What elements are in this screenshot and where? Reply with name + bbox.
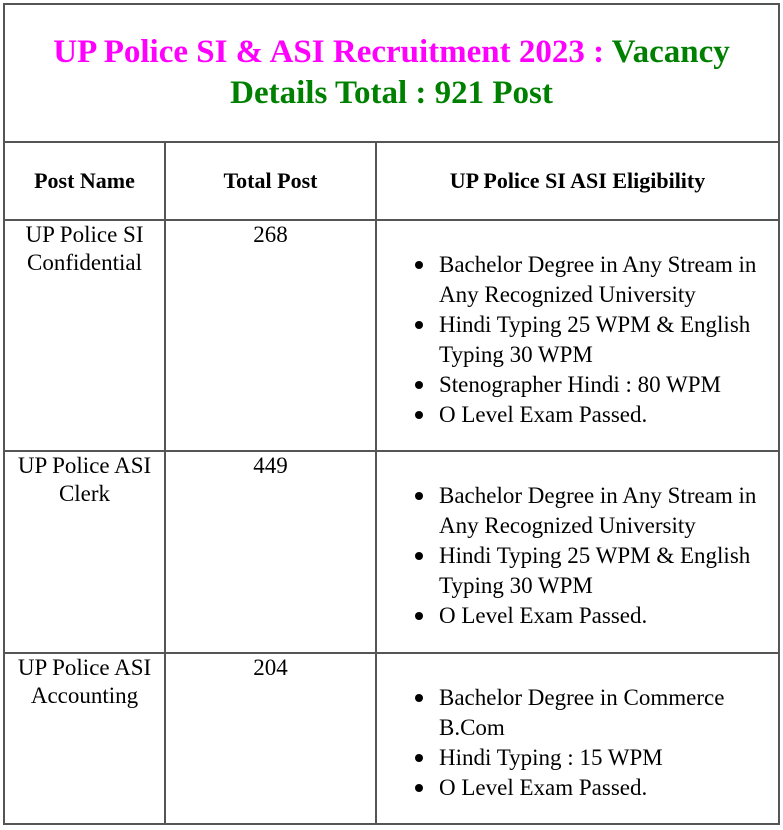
vacancy-table <box>3 3 780 825</box>
post-name-cell: UP Police ASI Accounting <box>4 653 165 824</box>
list-item-text: Hindi Typing 25 WPM & English Typing 30 WPM <box>439 312 751 367</box>
list-item <box>439 370 778 400</box>
list-item <box>439 601 778 631</box>
header-row <box>4 142 779 220</box>
post-name-cell: UP Police ASI Clerk <box>4 451 165 653</box>
table-row <box>4 653 779 824</box>
bullet-icon <box>415 381 423 389</box>
list-item-text: Hindi Typing : 15 WPM <box>439 745 663 770</box>
post-name-cell: UP Police SI Confidential <box>4 220 165 451</box>
table-row <box>4 220 779 451</box>
title-total: Vacancy Details Total : 921 Post <box>230 34 730 111</box>
bullet-icon <box>415 321 423 329</box>
list-item <box>439 250 778 310</box>
header-post-name: Post Name <box>4 142 165 220</box>
total-post-cell: 268 <box>165 220 376 451</box>
eligibility-list <box>377 221 778 430</box>
eligibility-cell <box>376 451 779 653</box>
title-highlight: UP Police SI & ASI Recruitment 2023 : <box>53 34 612 70</box>
list-item-text: O Level Exam Passed. <box>439 775 648 800</box>
list-item <box>439 743 778 773</box>
list-item-text: Bachelor Degree in Any Stream in Any Recognized University <box>439 252 757 307</box>
eligibility-list <box>377 654 778 803</box>
bullet-icon <box>415 754 423 762</box>
eligibility-list <box>377 452 778 631</box>
total-post-cell: 449 <box>165 451 376 653</box>
eligibility-cell <box>376 220 779 451</box>
header-total-post: Total Post <box>165 142 376 220</box>
bullet-icon <box>415 411 423 419</box>
header-eligibility: UP Police SI ASI Eligibility <box>376 142 779 220</box>
bullet-icon <box>415 612 423 620</box>
list-item <box>439 310 778 370</box>
bullet-icon <box>415 261 423 269</box>
list-item-text: O Level Exam Passed. <box>439 603 648 628</box>
total-post-cell: 204 <box>165 653 376 824</box>
eligibility-cell <box>376 653 779 824</box>
list-item <box>439 400 778 430</box>
list-item-text: Bachelor Degree in Any Stream in Any Recognized University <box>439 483 757 538</box>
list-item <box>439 773 778 803</box>
table-title <box>4 4 779 142</box>
list-item-text: Bachelor Degree in Commerce B.Com <box>439 685 725 740</box>
title-row <box>4 4 779 142</box>
list-item-text: O Level Exam Passed. <box>439 402 648 427</box>
bullet-icon <box>415 784 423 792</box>
table-row <box>4 451 779 653</box>
list-item <box>439 481 778 541</box>
list-item-text: Stenographer Hindi : 80 WPM <box>439 372 721 397</box>
list-item <box>439 683 778 743</box>
bullet-icon <box>415 552 423 560</box>
list-item <box>439 541 778 601</box>
bullet-icon <box>415 694 423 702</box>
list-item-text: Hindi Typing 25 WPM & English Typing 30 WPM <box>439 543 751 598</box>
bullet-icon <box>415 492 423 500</box>
